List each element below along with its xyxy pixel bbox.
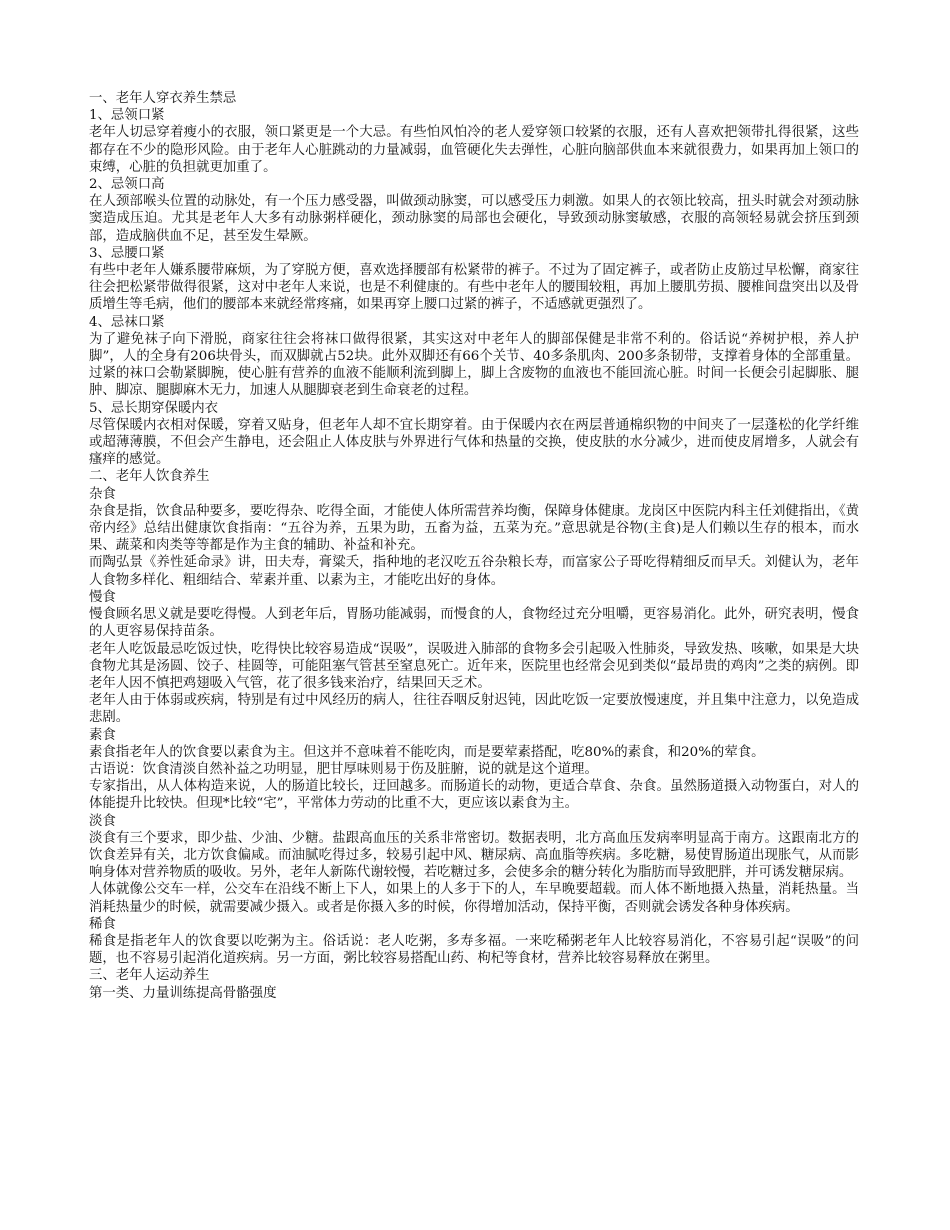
document-body — [89, 90, 859, 1002]
paragraph: 在人颈部喉头位置的动脉处，有一个压力感受器，叫做颈动脉窦，可以感受压力刺激。如果人的衣领比较高，扭头时就会对颈动脉窦造成压迫。尤其是老年人大多有动脉粥样硬化，颈动脉窦的局部也会硬化，导致颈动脉窦敏感，衣服的高领轻易就会挤压到颈部，造成脑供血不足，甚至发生晕厥。 — [89, 194, 859, 244]
subsection-heading: 5、忌长期穿保暖内衣 — [89, 400, 219, 416]
paragraph: 专家指出，从人体构造来说，人的肠道比较长，迂回越多。而肠道长的动物，更适合草食、杂食。虽然肠道摄入动物蛋白，对人的体能提升比较快。但现*比较“宅”，平常体力劳动的比重不大，更应该以素食为主。 — [89, 779, 859, 812]
section-heading: 三、老年人运动养生 — [89, 968, 210, 984]
subsection-heading: 杂食 — [89, 486, 116, 502]
paragraph: 古语说：饮食清淡自然补益之功明显，肥甘厚味则易于伤及脏腑，说的就是这个道理。 — [89, 761, 598, 777]
paragraph: 稀食是指老年人的饮食要以吃粥为主。俗话说：老人吃粥，多寿多福。一来吃稀粥老年人比较容易消化，不容易引起“误吸”的问题，也不容易引起消化道疾病。另一方面，粥比较容易搭配山药、枸杞等食材，营养比较容易释放在粥里。 — [89, 933, 859, 967]
paragraph: 杂食是指，饮食品种要多，要吃得杂、吃得全面，才能使人体所需营养均衡，保障身体健康。龙岗区中医院内科主任刘健指出，《黄帝内经》总结出健康饮食指南：“五谷为养，五果为助，五畜为益，五菜为充。”意思就是谷物(主食)是人们赖以生存的根本，而水果、蔬菜和肉类等等都是作为主食的辅助、补益和补充。 — [89, 503, 859, 554]
paragraph: 素食指老年人的饮食要以素食为主。但这并不意味着不能吃肉，而是要荤素搭配，吃80%的素食，和20%的荤食。 — [89, 744, 765, 760]
subsection-heading: 素食 — [89, 727, 116, 743]
paragraph: 老年人切忌穿着瘦小的衣服，领口紧更是一个大忌。有些怕风怕冷的老人爱穿领口较紧的衣服，还有人喜欢把领带扎得很紧，这些都存在不少的隐形风险。由于老年人心脏跳动的力量减弱，血管硬化失去弹性，心脏向脑部供血本来就很费力，如果再加上领口的束缚，心脏的负担就更加重了。 — [89, 125, 859, 175]
paragraph: 为了避免袜子向下滑脱，商家往往会将袜口做得很紧，其实这对中老年人的脚部保健是非常不利的。俗话说“养树护根，养人护脚”，人的全身有206块骨头，而双脚就占52块。此外双脚还有66个关节、40多条肌肉、200多条韧带，支撑着身体的全部重量。过紧的袜口会勒紧脚腕，使心脏有营养的血液不能顺利流到脚上，脚上含废物的血液也不能回流心脏。时间一长便会引起脚胀、腿肿、脚凉、腿脚麻木无力，加速人从腿脚衰老到生命衰老的过程。 — [89, 331, 859, 399]
subsection-heading: 2、忌领口高 — [89, 177, 165, 193]
paragraph: 人体就像公交车一样，公交车在沿线不断上下人，如果上的人多于下的人，车早晚要超载。而人体不断地摄入热量，消耗热量。当消耗热量少的时候，就需要减少摄入。或者是你摄入多的时候，你得增加活动，保持平衡，否则就会诱发各种身体疾病。 — [89, 882, 859, 915]
subsection-heading: 1、忌领口紧 — [89, 108, 165, 124]
paragraph: 而陶弘景《养性延命录》讲，田夫寿，膏粱夭，指种地的老汉吃五谷杂粮长寿，而富家公子哥吃得精细反而早夭。刘健认为，老年人食物多样化、粗细结合、荤素并重、以素为主，才能吃出好的身体。 — [89, 555, 859, 588]
paragraph: 慢食顾名思义就是要吃得慢。人到老年后，胃肠功能减弱，而慢食的人，食物经过充分咀嚼，更容易消化。此外，研究表明，慢食的人更容易保持苗条。 — [89, 607, 859, 640]
paragraph: 老年人由于体弱或疾病，特别是有过中风经历的病人，往往吞咽反射迟钝，因此吃饭一定要放慢速度，并且集中注意力，以免造成悲剧。 — [89, 693, 859, 726]
paragraph: 尽管保暖内衣相对保暖，穿着又贴身，但老年人却不宜长期穿着。由于保暖内衣在两层普通棉织物的中间夹了一层蓬松的化学纤维或超薄薄膜，不但会产生静电，还会阻止人体皮肤与外界进行气体和热量的交换，使皮肤的水分减少，进而使皮屑增多，人就会有瘙痒的感觉。 — [89, 417, 859, 468]
subsection-heading: 稀食 — [89, 916, 116, 932]
paragraph: 淡食有三个要求，即少盐、少油、少糖。盐跟高血压的关系非常密切。数据表明，北方高血压发病率明显高于南方。这跟南北方的饮食差异有关，北方饮食偏咸。而油腻吃得过多，较易引起中风、糖尿病、高血脂等疾病。多吃糖，易使胃肠道出现胀气，从而影响身体对营养物质的吸收。另外，老年人新陈代谢较慢，若吃糖过多，会使多余的糖分转化为脂肪而导致肥胖，并可诱发糖尿病。 — [89, 830, 859, 881]
subsection-heading: 淡食 — [89, 813, 116, 829]
subsection-heading: 第一类、力量训练提高骨骼强度 — [89, 985, 277, 1001]
paragraph: 老年人吃饭最忌吃饭过快，吃得快比较容易造成“误吸”，误吸进入肺部的食物多会引起吸入性肺炎，导致发热、咳嗽，如果是大块食物尤其是汤圆、饺子、桂圆等，可能阻塞气管甚至窒息死亡。近年来，医院里也经常会见到类似“最昂贵的鸡肉”之类的病例。即老年人因不慎把鸡翅吸入气管，花了很多钱来治疗，结果回天乏术。 — [89, 641, 859, 691]
paragraph: 有些中老年人嫌系腰带麻烦，为了穿脱方便，喜欢选择腰部有松紧带的裤子。不过为了固定裤子，或者防止皮筋过早松懈，商家往往会把松紧带做得很紧，这对中老年人来说，也是不利健康的。有些中老年人的腰围较粗，再加上腰肌劳损、腰椎间盘突出以及骨质增生等毛病，他们的腰部本来就经常疼痛，如果再穿上腰口过紧的裤子，不适感就更强烈了。 — [89, 263, 859, 313]
subsection-heading: 3、忌腰口紧 — [89, 245, 165, 261]
subsection-heading: 慢食 — [89, 589, 116, 605]
subsection-heading: 4、忌袜口紧 — [89, 314, 165, 330]
section-heading: 一、老年人穿衣养生禁忌 — [89, 91, 237, 106]
section-heading: 二、老年人饮食养生 — [89, 469, 210, 485]
